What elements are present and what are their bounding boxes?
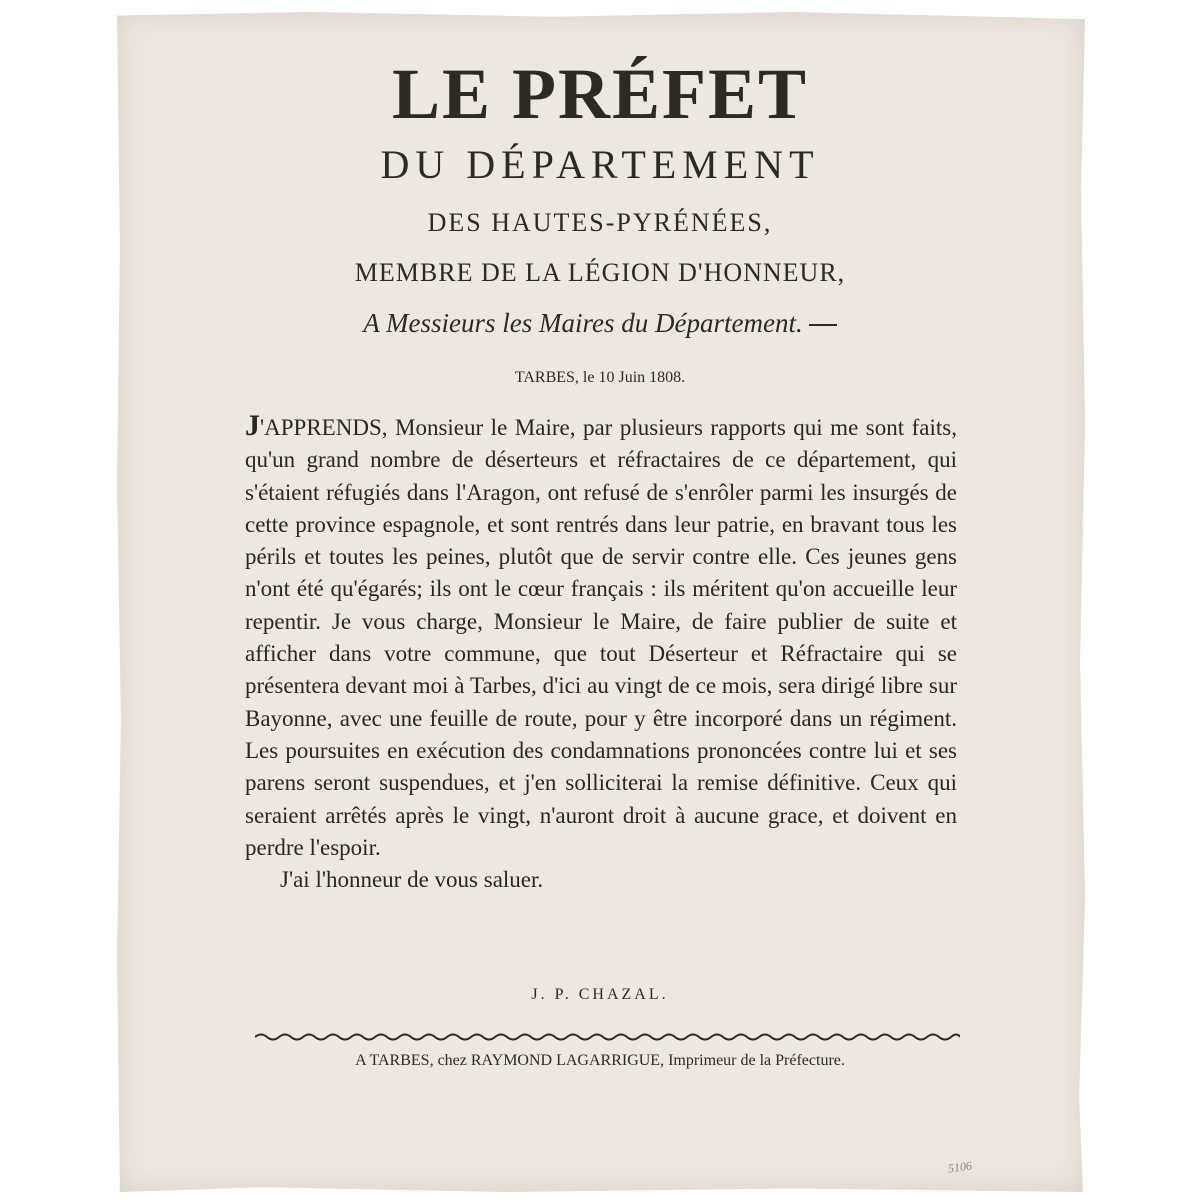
addressee-line	[0, 310, 1200, 337]
document-title: LE PRÉFET	[391, 54, 809, 134]
body-text: , Monsieur le Maire, par plusieurs rapports qui me sont faits, qu'un grand nombre de déserteurs et réfractaires de ce département, qui s'étaient réfugiés dans l'Aragon, ont refusé de s'enrôler parmi les insurgés de cette province espagnole, et sont rentrés dans leur patrie, en bravant tous les périls et toutes les peines, plutôt que de servir contre elle. Ces jeunes gens n'ont été qu'égarés; ils ont le cœur français : ils méritent qu'on accueille leur repentir. Je vous charge, Monsieur le Maire, de faire publier de suite et afficher dans votre commune, que tout Déserteur et Réfractaire qui se présentera devant moi à Tarbes, d'ici au vingt de ce mois, sera dirigé libre sur Bayonne, avec une feuille de route, pour y être incorporé dans un régiment. Les poursuites en exécution des condamnations prononcées contre lui et ses parens seront suspendues, et j'en solliciterai la remise définitive. Ceux qui seraient arrêtés après le vingt, n'auront droit à aucune grace, et doivent en perdre l'espoir.	[245, 415, 957, 860]
ornamental-rule	[255, 1030, 960, 1044]
closing-line: J'ai l'honneur de vous saluer.	[280, 867, 544, 893]
drop-cap: J	[245, 409, 260, 442]
dateline: TARBES, le 10 Juin 1808.	[514, 369, 686, 386]
addressee-text: A Messieurs les Maires du Département.	[363, 308, 803, 338]
body-paragraph	[245, 410, 957, 864]
title-line-hautes-pyrenees: DES HAUTES-PYRÉNÉES,	[427, 208, 773, 237]
lead-in: 'APPRENDS	[260, 415, 382, 440]
letter-body	[245, 410, 957, 896]
pencil-note: 5106	[947, 1158, 973, 1176]
title-line-legion-honneur: MEMBRE DE LA LÉGION D'HONNEUR,	[354, 258, 846, 287]
signature: J. P. CHAZAL.	[531, 986, 669, 1003]
title-line-departement: DU DÉPARTEMENT	[380, 142, 820, 187]
printer-imprint: A TARBES, chez RAYMOND LAGARRIGUE, Imprimeur de la Préfecture.	[355, 1052, 845, 1069]
flourish-dash	[809, 324, 837, 326]
